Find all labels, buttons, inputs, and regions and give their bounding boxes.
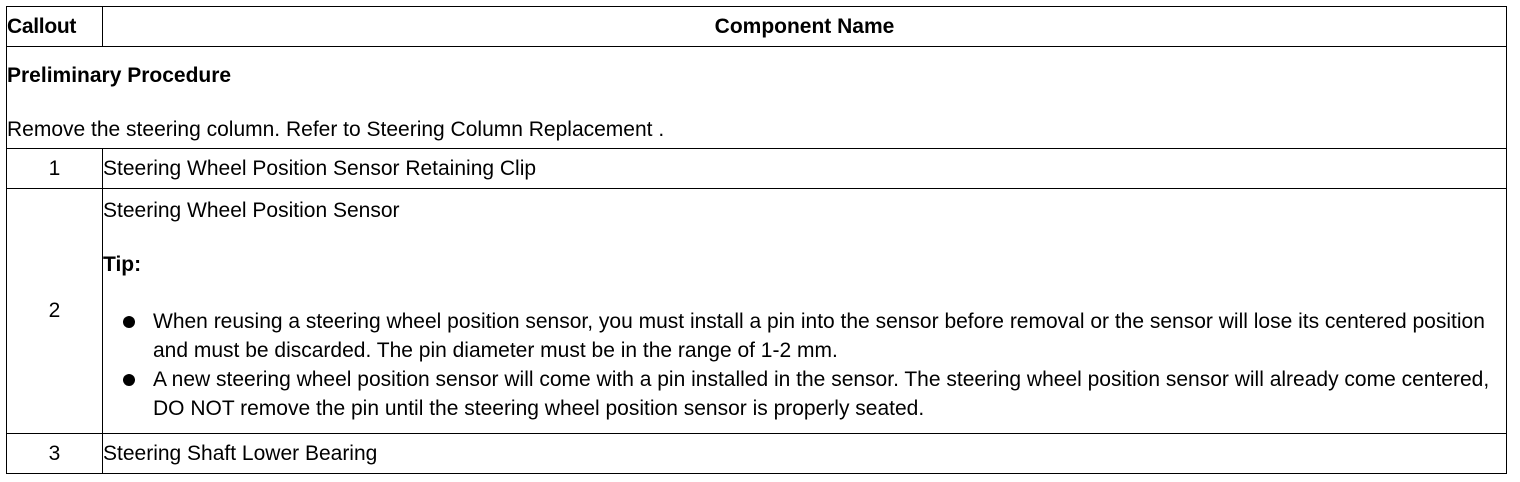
tip-label: Tip: bbox=[103, 253, 142, 276]
callout-number: 3 bbox=[7, 434, 103, 474]
callout-number: 2 bbox=[7, 189, 103, 434]
component-name: Steering Shaft Lower Bearing bbox=[103, 434, 1507, 474]
preliminary-text: Remove the steering column. Refer to Steering Column Replacement . bbox=[7, 118, 665, 141]
component-name: Steering Wheel Position Sensor bbox=[103, 199, 400, 222]
tip-text: When reusing a steering wheel position sensor, you must install a pin into the sensor before removal or the sensor will lose its centered position and must be discarded. The pin diameter must be in the range of 1-2 mm. bbox=[153, 310, 1485, 362]
tip-item bbox=[153, 365, 1506, 423]
component-name: Steering Wheel Position Sensor Retaining Clip bbox=[103, 149, 1507, 189]
component-cell bbox=[103, 189, 1507, 434]
callout-header: Callout bbox=[7, 7, 103, 47]
procedure-table bbox=[6, 6, 1507, 474]
bullet-icon bbox=[123, 374, 135, 386]
preliminary-row bbox=[7, 47, 1507, 149]
bullet-icon bbox=[123, 316, 135, 328]
callout-number: 1 bbox=[7, 149, 103, 189]
preliminary-cell bbox=[7, 47, 1507, 149]
tip-text: A new steering wheel position sensor will come with a pin installed in the sensor. The steering wheel position sensor will already come centered, DO NOT remove the pin until the steering wheel position sensor is properly seated. bbox=[153, 368, 1490, 420]
tip-list bbox=[103, 307, 1506, 423]
table-row bbox=[7, 434, 1507, 474]
table-row bbox=[7, 189, 1507, 434]
table-row bbox=[7, 149, 1507, 189]
preliminary-title: Preliminary Procedure bbox=[7, 64, 232, 87]
tip-item bbox=[153, 307, 1506, 365]
component-name-header: Component Name bbox=[103, 7, 1507, 47]
header-row bbox=[7, 7, 1507, 47]
